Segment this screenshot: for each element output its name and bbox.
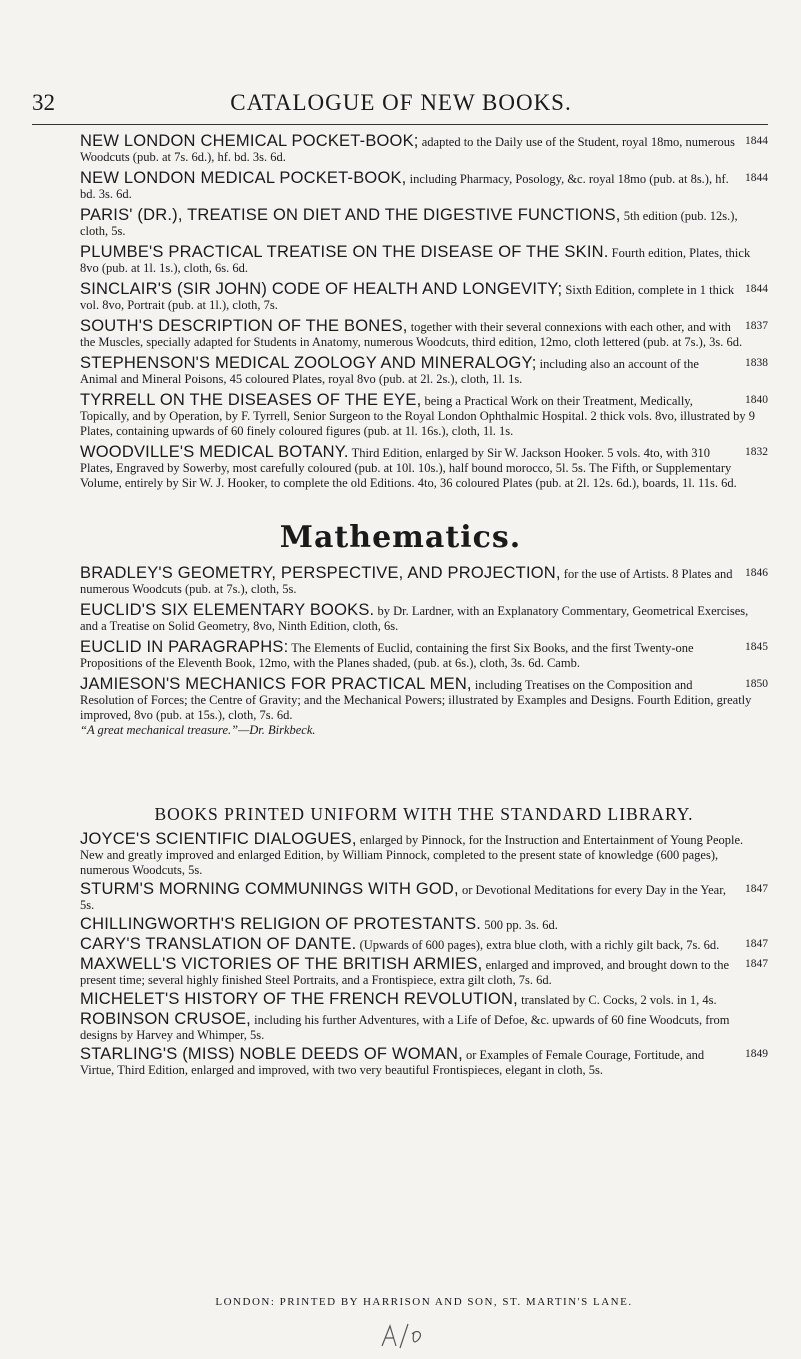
entry-year: 1847 [745, 938, 768, 950]
page-number: 32 [32, 90, 55, 115]
entry-description: 5th edition (pub. 12s.), cloth, 5s. [80, 209, 738, 238]
entry-title: SOUTH'S DESCRIPTION OF THE BONES, [80, 317, 408, 335]
entry-description: being a Practical Work on their Treatment, Medically, Topically, and by Operation, by F. Tyrrell, Senior Surgeon to the Royal London Ophthalmic Hospital. 2 thick vols. 8vo, illustrated by 9 Plates, containing upwards of 60 finely coloured figures (pub. at 1l. 16s.), cloth, 1l. 1s. [80, 394, 756, 438]
entry-year: 1844 [745, 283, 768, 295]
mathematics-heading: Mathematics. [279, 520, 522, 555]
catalogue-entry [80, 917, 768, 933]
entry-year: 1847 [745, 883, 768, 895]
imprint: LONDON: PRINTED BY HARRISON AND SON, ST. MARTIN'S LANE. [215, 1296, 633, 1308]
entry-year: 1837 [745, 320, 768, 332]
entry-title: STEPHENSON'S MEDICAL ZOOLOGY AND MINERALOGY; [80, 354, 537, 372]
entry-description: enlarged by Pinnock, for the Instruction and Entertainment of Young People. New and greatly improved and enlarged Edition, by William Pinnock, completed to the present state of knowledge (600 pages), numerous Woodcuts, 5s. [80, 833, 744, 877]
entry-title: ROBINSON CRUSOE, [80, 1010, 251, 1028]
entry-title: BRADLEY'S GEOMETRY, PERSPECTIVE, AND PROJECTION, [80, 564, 561, 582]
catalogue-entry [80, 356, 768, 387]
catalogue-entry [80, 677, 768, 738]
handwritten-mark [378, 1320, 428, 1350]
catalogue-entry [80, 393, 768, 439]
entry-year: 1849 [745, 1048, 768, 1060]
entry-title: JAMIESON'S MECHANICS FOR PRACTICAL MEN, [80, 675, 472, 693]
entry-title: WOODVILLE'S MEDICAL BOTANY. [80, 443, 349, 461]
catalogue-entry [80, 937, 768, 953]
entry-title: MICHELET'S HISTORY OF THE FRENCH REVOLUTION, [80, 990, 518, 1008]
entry-description: adapted to the Daily use of the Student, royal 18mo, numerous Woodcuts (pub. at 7s. 6d.), hf. bd. 3s. 6d. [80, 135, 735, 164]
entry-description: including his further Adventures, with a Life of Defoe, &c. upwards of 60 fine Woodcuts, from designs by Harvey and Whimper, 5s. [80, 1013, 730, 1042]
entry-description: Sixth Edition, complete in 1 thick vol. 8vo, Portrait (pub. at 1l.), cloth, 7s. [80, 283, 735, 312]
entry-title: SINCLAIR'S (SIR JOHN) CODE OF HEALTH AND LONGEVITY; [80, 280, 563, 298]
page-header [32, 90, 770, 120]
entry-title: CARY'S TRANSLATION OF DANTE. [80, 935, 357, 953]
entry-description: together with their several connexions with each other, and with the Muscles, specially adapted for Students in Anatomy, numerous Woodcuts, third edition, 12mo, cloth lettered (pub. at 7s.), 3s. 6d. [80, 320, 743, 349]
entry-title: NEW LONDON MEDICAL POCKET-BOOK, [80, 169, 407, 187]
catalogue-entry [80, 282, 768, 313]
entry-description: including Treatises on the Composition and Resolution of Forces; the Centre of Gravity; and the Mechanical Powers; illustrated by Examples and Designs. Fourth Edition, greatly improved, 8vo (pub. at 15s.), cloth, 7s. 6d. [80, 678, 752, 722]
entry-year: 1844 [745, 135, 768, 147]
entry-title: STURM'S MORNING COMMUNINGS WITH GOD, [80, 880, 459, 898]
entry-year: 1846 [745, 567, 768, 579]
catalogue-entry [80, 957, 768, 988]
entry-year: 1844 [745, 172, 768, 184]
catalogue-entry [80, 1012, 768, 1043]
entry-title: PARIS' (DR.), TREATISE ON DIET AND THE DIGESTIVE FUNCTIONS, [80, 206, 621, 224]
entry-description: (Upwards of 600 pages), extra blue cloth, with a richly gilt back, 7s. 6d. [359, 938, 720, 952]
uniform-section [80, 832, 768, 1082]
catalogue-entry [80, 603, 768, 634]
catalogue-entry [80, 1047, 768, 1078]
catalogue-entry [80, 208, 768, 239]
entry-title: CHILLINGWORTH'S RELIGION OF PROTESTANTS. [80, 915, 482, 933]
medical-section [80, 134, 768, 497]
entry-description: 500 pp. 3s. 6d. [484, 918, 558, 932]
catalogue-entry [80, 319, 768, 350]
entry-year: 1840 [745, 394, 768, 406]
catalogue-entry [80, 445, 768, 491]
entry-title: EUCLID IN PARAGRAPHS: [80, 638, 289, 656]
catalogue-entry [80, 992, 768, 1008]
entry-year: 1838 [745, 357, 768, 369]
catalogue-entry [80, 245, 768, 276]
entry-title: MAXWELL'S VICTORIES OF THE BRITISH ARMIES, [80, 955, 483, 973]
entry-title: TYRRELL ON THE DISEASES OF THE EYE, [80, 391, 422, 409]
catalogue-entry [80, 832, 768, 878]
entry-description: enlarged and improved, and brought down to the present time; several highly finished Steel Portraits, and a Frontispiece, extra gilt cloth, 7s. 6d. [80, 958, 730, 987]
catalogue-entry [80, 134, 768, 165]
entry-description: for the use of Artists. 8 Plates and numerous Woodcuts (pub. at 7s.), cloth, 5s. [80, 567, 733, 596]
entry-year: 1832 [745, 446, 768, 458]
mathematics-section [80, 566, 768, 744]
entry-title: JOYCE'S SCIENTIFIC DIALOGUES, [80, 830, 357, 848]
entry-year: 1850 [745, 678, 768, 690]
entry-year: 1845 [745, 641, 768, 653]
entry-description: including Pharmacy, Posology, &c. royal 18mo (pub. at 8s.), hf. bd. 3s. 6d. [80, 172, 729, 201]
uniform-heading: BOOKS PRINTED UNIFORM WITH THE STANDARD LIBRARY. [154, 804, 694, 824]
entry-description: including also an account of the Animal and Mineral Poisons, 45 coloured Plates, royal 8vo (pub. at 2l. 2s.), cloth, 1l. 1s. [80, 357, 699, 386]
catalogue-entry [80, 882, 768, 913]
entry-description: Third Edition, enlarged by Sir W. Jackson Hooker. 5 vols. 4to, with 310 Plates, Engraved by Sowerby, most carefully coloured (pub. at 10l. 10s.), half bound morocco, 5l. 5s. The Fifth, or Supplementary Volume, entirely by Sir W. J. Hooker, to complete the old Editions. 4to, 36 coloured Plates (pub. at 2l. 12s. 6d.), boards, 1l. 11s. 6d. [80, 446, 737, 490]
entry-description: or Devotional Meditations for every Day in the Year, 5s. [80, 883, 726, 912]
entry-description: The Elements of Euclid, containing the first Six Books, and the first Twenty-one Propositions of the Eleventh Book, 12mo, with the Planes shaded, (pub. at 6s.), cloth, 3s. 6d. Camb. [80, 641, 694, 670]
catalogue-entry [80, 171, 768, 202]
entry-description: Fourth edition, Plates, thick 8vo (pub. at 1l. 1s.), cloth, 6s. 6d. [80, 246, 751, 275]
entry-title: EUCLID'S SIX ELEMENTARY BOOKS. [80, 601, 375, 619]
entry-title: NEW LONDON CHEMICAL POCKET-BOOK; [80, 132, 419, 150]
entry-description: by Dr. Lardner, with an Explanatory Commentary, Geometrical Exercises, and a Treatise on Solid Geometry, 8vo, Ninth Edition, cloth, 6s. [80, 604, 749, 633]
catalogue-entry [80, 566, 768, 597]
entry-title: PLUMBE'S PRACTICAL TREATISE ON THE DISEASE OF THE SKIN. [80, 243, 609, 261]
entry-description: translated by C. Cocks, 2 vols. in 1, 4s. [521, 993, 717, 1007]
running-head: CATALOGUE OF NEW BOOKS. [230, 90, 572, 115]
entry-quote: “A great mechanical treasure.”—Dr. Birkbeck. [80, 723, 316, 737]
header-rule [32, 124, 768, 125]
entry-title: STARLING'S (MISS) NOBLE DEEDS OF WOMAN, [80, 1045, 463, 1063]
entry-year: 1847 [745, 958, 768, 970]
entry-description: or Examples of Female Courage, Fortitude, and Virtue, Third Edition, enlarged and improved, with two very beautiful Frontispieces, elegant in cloth, 5s. [80, 1048, 705, 1077]
catalogue-entry [80, 640, 768, 671]
